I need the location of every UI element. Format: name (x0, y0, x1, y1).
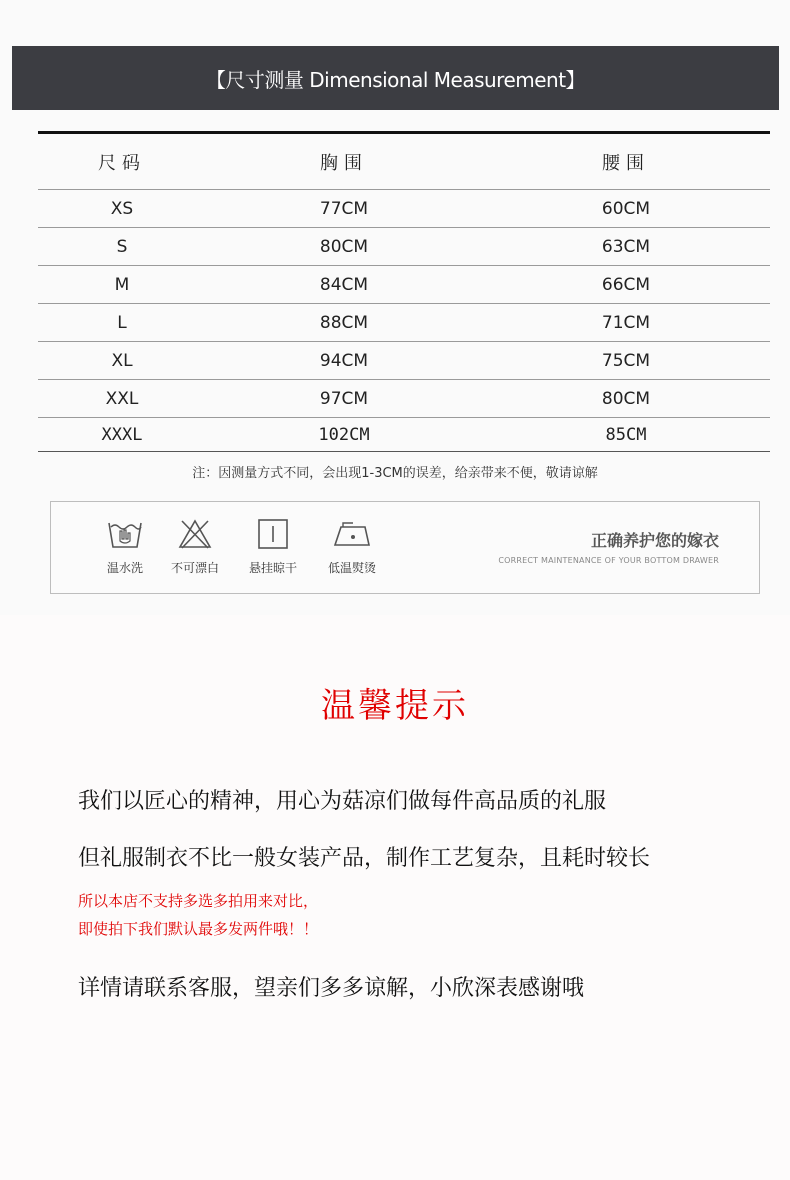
tips-title: 温馨提示 (321, 686, 469, 726)
care-item-bleach (155, 517, 235, 576)
cell-waist: 80CM (522, 380, 770, 418)
care-label: 低温熨烫 (327, 561, 376, 575)
warm-wash-icon (106, 517, 144, 551)
cell-waist: 71CM (522, 304, 770, 342)
cell-size: XXL (38, 380, 206, 418)
care-label: 不可漂白 (170, 561, 219, 575)
tip-red-compare: 所以本店不支持多选多拍用来对比， (78, 892, 319, 910)
cell-bust: 80CM (206, 228, 522, 266)
cell-waist: 63CM (522, 228, 770, 266)
care-item-wash (85, 517, 165, 576)
cell-size: XS (38, 190, 206, 228)
table-row (38, 418, 770, 452)
tip-red-limit: 即使拍下我们默认最多发两件哦！！ (78, 920, 319, 938)
hang-dry-icon (254, 517, 292, 551)
tip-line-craft: 我们以匠心的精神，用心为菇凉们做每件高品质的礼服 (78, 789, 607, 814)
header-title: 【尺寸测量 Dimensional Measurement】 (205, 67, 586, 92)
size-table (38, 134, 770, 452)
cell-size: XL (38, 342, 206, 380)
cell-bust: 102CM (206, 418, 522, 452)
table-row (38, 190, 770, 228)
cell-size: S (38, 228, 206, 266)
cell-size: M (38, 266, 206, 304)
cell-bust: 97CM (206, 380, 522, 418)
cell-bust: 84CM (206, 266, 522, 304)
measurement-note: 注：因测量方式不同，会出现1-3CM的误差，给亲带来不便，敬请谅解 (192, 466, 598, 481)
care-item-iron (312, 517, 392, 576)
table-row (38, 228, 770, 266)
cell-bust: 77CM (206, 190, 522, 228)
care-label: 温水洗 (106, 561, 143, 575)
cell-waist: 60CM (522, 190, 770, 228)
care-item-hang (233, 517, 313, 576)
care-subtitle: CORRECT MAINTENANCE OF YOUR BOTTOM DRAWER (498, 556, 719, 565)
cell-waist: 66CM (522, 266, 770, 304)
tip-line-contact: 详情请联系客服，望亲们多多谅解，小欣深表感谢哦 (78, 976, 585, 1001)
cell-waist: 75CM (522, 342, 770, 380)
cell-size: XXXL (38, 418, 206, 452)
cell-bust: 88CM (206, 304, 522, 342)
cell-waist: 85CM (522, 418, 770, 452)
section-header (12, 46, 779, 110)
care-label: 悬挂晾干 (248, 561, 297, 575)
table-row (38, 304, 770, 342)
table-row (38, 380, 770, 418)
col-size: 尺码 (38, 134, 206, 190)
cell-size: L (38, 304, 206, 342)
table-row (38, 342, 770, 380)
cell-bust: 94CM (206, 342, 522, 380)
care-instructions (50, 501, 760, 594)
table-header-row (38, 134, 770, 190)
col-waist: 腰围 (522, 134, 770, 190)
low-iron-icon (329, 517, 375, 551)
care-title: 正确养护您的嫁衣 (590, 531, 719, 550)
no-bleach-icon (176, 517, 214, 551)
col-bust: 胸围 (206, 134, 522, 190)
size-table-wrap (38, 131, 770, 452)
tip-line-process: 但礼服制衣不比一般女装产品，制作工艺复杂，且耗时较长 (78, 846, 651, 871)
table-row (38, 266, 770, 304)
